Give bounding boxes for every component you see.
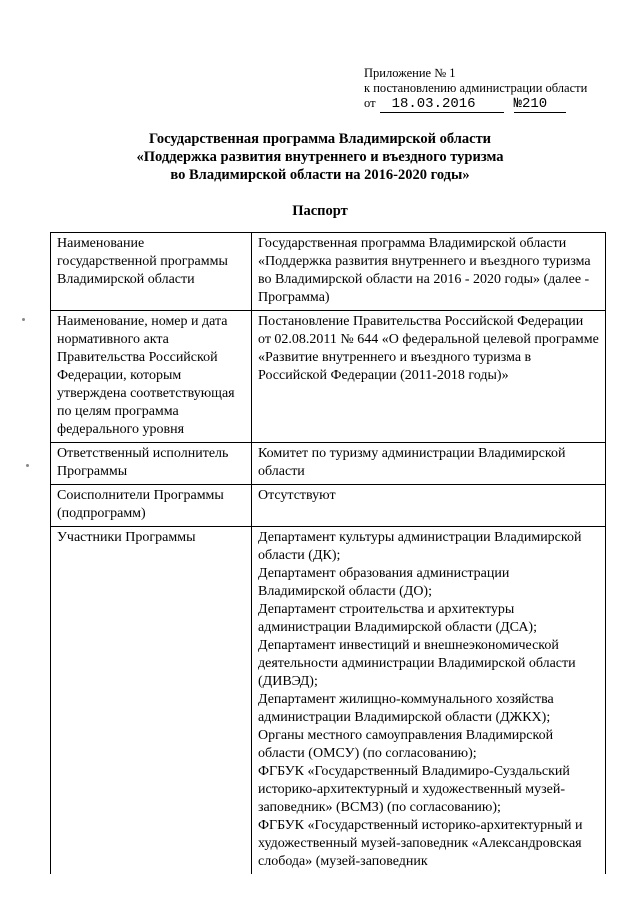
table-row [51,527,606,875]
annex-block [364,66,587,113]
table-row [51,233,606,311]
row-label: Соисполнители Программы (подпрограмм) [51,485,252,527]
row-label: Ответственный исполнитель Программы [51,443,252,485]
list-item: Департамент инвестиций и внешнеэкономической деятельности администрации Владимирской области (ДИВЭД); [258,638,576,689]
scan-speck [26,464,29,467]
passport-table [50,232,606,874]
program-title [0,130,640,184]
annex-subtitle: к постановлению администрации области [364,81,588,95]
row-label: Наименование государственной программы Владимирской области [51,233,252,311]
scan-speck [22,318,25,321]
annex-from-label: от [364,96,376,110]
row-value: Отсутствуют [252,485,606,527]
list-item: Департамент строительства и архитектуры администрации Владимирской области (ДСА); [258,602,537,635]
table-row [51,443,606,485]
list-item: ФГБУК «Государственный историко-архитектурный и художественный музей-заповедник «Александровская слобода» (музей-заповедник [258,818,583,869]
row-value: Комитет по туризму администрации Владимирской области [252,443,606,485]
row-label: Наименование, номер и дата нормативного акта Правительства Российской Федерации, которым утверждена соответствующая по целям программа федерального уровня [51,311,252,443]
passport-heading: Паспорт [292,203,348,219]
program-title-line-2: «Поддержка развития внутреннего и въездного туризма [136,149,504,165]
row-value: Постановление Правительства Российской Федерации от 02.08.2011 № 644 «О федеральной целевой программе «Развитие внутреннего и въездного туризма в Российской Федерации (2011-2018 годы)» [252,311,606,443]
annex-title: Приложение № 1 [364,66,456,80]
program-title-line-3: во Владимирской области на 2016-2020 годы» [170,167,470,183]
row-value: Государственная программа Владимирской области «Поддержка развития внутреннего и въездного туризма во Владимирской области на 2016 - 2020 годы» (далее - Программа) [252,233,606,311]
list-item: Департамент образования администрации Владимирской области (ДО); [258,566,510,599]
list-item: Органы местного самоуправления Владимирской области (ОМСУ) (по согласованию); [258,728,554,761]
list-item: Департамент жилищно-коммунального хозяйства администрации Владимирской области (ДЖКХ); [258,692,554,725]
annex-date: 18.03.2016 [380,97,504,113]
participants-list [252,527,606,875]
annex-date-line [364,96,587,113]
list-item: ФГБУК «Государственный Владимиро-Суздальский историко-архитектурный и художественный музей-заповедник» (ВСМЗ) (по согласованию); [258,764,570,815]
table-row [51,311,606,443]
list-item: Департамент культуры администрации Владимирской области (ДК); [258,530,582,563]
table-row [51,485,606,527]
annex-number: №210 [514,97,566,113]
program-title-line-1: Государственная программа Владимирской области [148,131,492,147]
row-label: Участники Программы [51,527,252,875]
